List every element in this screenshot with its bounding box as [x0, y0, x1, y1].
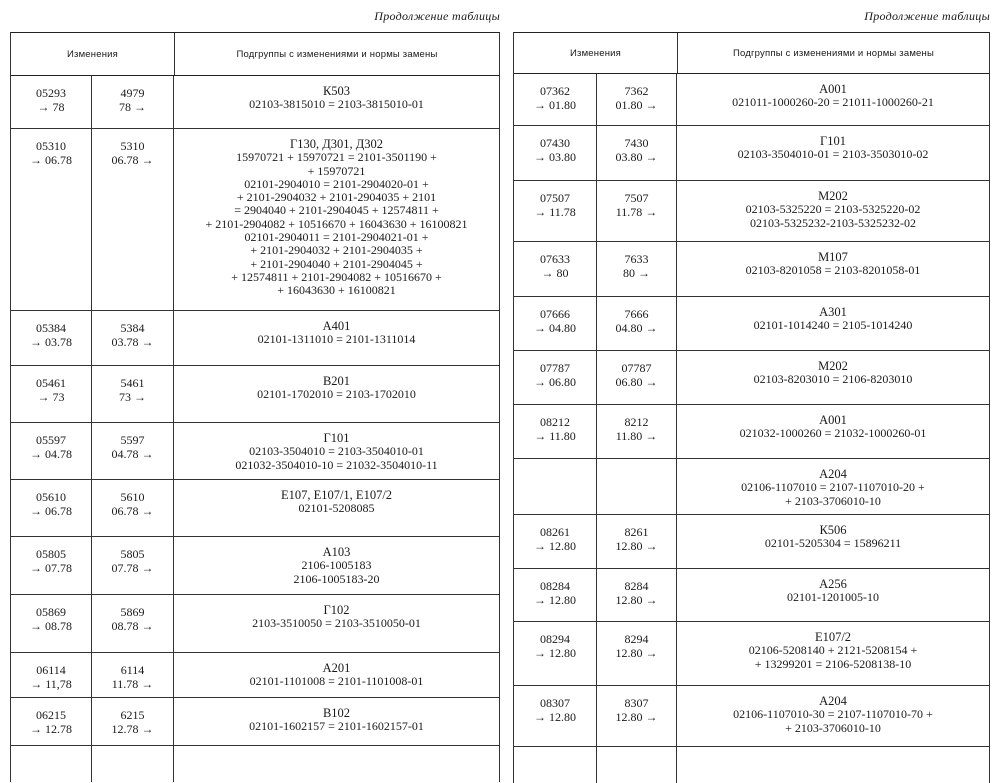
table-row: [11, 480, 499, 537]
subgroup-code: В102: [322, 706, 351, 720]
change-line: 4979: [120, 86, 145, 100]
change-line: 04.78 →: [111, 447, 154, 461]
subgroup-cell: [677, 622, 989, 685]
table-row: [11, 76, 499, 129]
subgroup-cell: [677, 686, 989, 746]
subgroup-code: К506: [819, 523, 847, 537]
production-number: [92, 76, 174, 128]
change-line: → 11.78: [534, 205, 576, 219]
change-line: 05597: [36, 433, 66, 447]
change-line: 06.80 →: [615, 375, 658, 389]
change-notice-number: [514, 686, 597, 746]
change-line: 07.78 →: [111, 561, 154, 575]
replacement-norm-line: 02101-2904011 = 2101-2904021-01 +: [244, 230, 429, 245]
replacement-norm-line: = 2904040 + 2101-2904045 + 12574811 +: [234, 203, 439, 218]
subgroup-cell: [677, 126, 989, 180]
change-line: 7666: [624, 307, 649, 321]
table-row: [11, 129, 499, 311]
production-number: [597, 351, 677, 404]
change-line: 07666: [540, 307, 570, 321]
change-line: 11.78 →: [111, 677, 154, 691]
production-number: [92, 698, 174, 745]
subgroup-code: Е107/2: [814, 630, 852, 644]
replacement-norm-line: 02101-1602157 = 2101-1602157-01: [249, 719, 424, 734]
replacement-norm-line: 2106-1005183-20: [293, 571, 380, 586]
change-line: → 12.80: [534, 539, 576, 553]
replacement-norm-line: 02103-5325232-2103-5325232-02: [750, 215, 916, 230]
change-line: 7633: [624, 252, 649, 266]
change-notice-number: [514, 351, 597, 404]
change-line: 03.78 →: [111, 335, 154, 349]
change-line: → 04.80: [534, 321, 576, 335]
table-row: [11, 423, 499, 480]
change-line: 08284: [540, 579, 570, 593]
empty-cell: [11, 746, 92, 782]
table-row: [514, 405, 989, 459]
table-row: [514, 622, 989, 686]
subgroup-cell: [174, 423, 499, 479]
replacement-norm-line: 02106-5208140 + 2121-5208154 +: [748, 643, 918, 658]
continuation-label: Продолжение таблицы: [374, 9, 500, 23]
subgroup-cell: [174, 537, 499, 594]
subgroup-cell: [174, 698, 499, 745]
subgroup-code: К503: [322, 84, 351, 98]
subgroup-code: А103: [322, 545, 351, 559]
replacement-norm-line: 02101-5205304 = 15896211: [764, 536, 902, 551]
change-line: 6215: [120, 708, 145, 722]
table-header: [11, 33, 499, 76]
production-number: [597, 297, 677, 350]
empty-cell: [514, 747, 597, 783]
production-number: [92, 311, 174, 365]
change-line: 5869: [120, 605, 145, 619]
subgroup-cell: [174, 129, 499, 310]
change-line: 06.78 →: [111, 153, 154, 167]
change-line: 05293: [36, 86, 66, 100]
change-line: 03.80 →: [615, 150, 658, 164]
replacement-norm-line: 02106-1107010 = 2107-1107010-20 +: [741, 480, 925, 495]
replacement-norm-line: 02103-8203010 = 2106-8203010: [753, 372, 913, 387]
production-number: [597, 686, 677, 746]
change-line: 01.80 →: [615, 98, 658, 112]
change-line: 05805: [36, 547, 66, 561]
table-row: [11, 311, 499, 366]
change-line: → 06.80: [534, 375, 576, 389]
change-line: 5384: [120, 321, 145, 335]
change-line: 7430: [624, 136, 649, 150]
empty-cell: [677, 747, 989, 783]
change-notice-number: [514, 181, 597, 241]
table-row: [11, 653, 499, 698]
table-row: [11, 366, 499, 423]
table-header: [514, 33, 989, 74]
change-line: 12.80 →: [615, 710, 658, 724]
table-row: [11, 698, 499, 746]
changes-table-right: [513, 32, 990, 783]
subgroup-code: Г101: [820, 134, 846, 148]
subgroup-cell: [677, 242, 989, 296]
replacement-norm-line: 021032-1000260 = 21032-1000260-01: [739, 426, 927, 441]
change-line: 7362: [624, 84, 649, 98]
production-number: [92, 595, 174, 652]
change-notice-number: [11, 129, 92, 310]
replacement-norm-line: 02101-1014240 = 2105-1014240: [753, 318, 913, 333]
change-line: → 78: [37, 100, 65, 114]
subgroup-code: А256: [819, 577, 847, 591]
subgroup-code: В201: [322, 374, 351, 388]
change-line: → 11.80: [534, 429, 576, 443]
change-line: 07787: [621, 361, 652, 375]
replacement-norm-line: 021032-3504010-10 = 21032-3504010-11: [235, 457, 438, 472]
production-number: [597, 405, 677, 458]
replacement-norm-line: + 2101-2904032 + 2101-2904035 +: [250, 243, 423, 258]
change-line: 05461: [36, 376, 66, 390]
subgroup-code: Г101: [323, 431, 350, 445]
change-line: 8212: [624, 415, 649, 429]
replacement-norm-line: + 2101-2904082 + 10516670 + 16043630 + 16100821: [205, 216, 468, 231]
change-line: 06114: [36, 663, 66, 677]
change-line: 8284: [624, 579, 649, 593]
table-row: [514, 459, 989, 515]
table-row: [514, 351, 989, 405]
replacement-norm-line: 02103-8201058 = 2103-8201058-01: [745, 263, 921, 278]
table-row: [514, 686, 989, 747]
change-notice-number: [514, 515, 597, 568]
change-line: 05869: [36, 605, 66, 619]
change-line: 06215: [36, 708, 66, 722]
replacement-norm-line: 02103-3504010 = 2103-3504010-01: [249, 444, 424, 459]
subgroup-cell: [677, 351, 989, 404]
change-line: 04.80 →: [615, 321, 658, 335]
production-number: [597, 181, 677, 241]
replacement-norm-line: 02101-2904010 = 2101-2904020-01 +: [244, 176, 429, 191]
replacement-norm-line: + 12574811 + 2101-2904082 + 10516670 +: [231, 269, 442, 284]
subgroup-cell: [174, 311, 499, 365]
change-notice-number: [514, 622, 597, 685]
change-line: → 06.78: [30, 153, 72, 167]
replacement-norm-line: 2106-1005183: [301, 558, 372, 573]
change-notice-number: [11, 311, 92, 365]
change-line: 12.80 →: [615, 646, 658, 660]
subgroup-cell: [677, 297, 989, 350]
subgroup-cell: [174, 480, 499, 536]
change-line: → 80: [541, 266, 569, 280]
header-changes: Изменения: [11, 33, 175, 75]
change-notice-number: [11, 76, 92, 128]
change-line: 08.78 →: [111, 619, 154, 633]
replacement-norm-line: 02101-1101008 = 2101-1101008-01: [249, 674, 424, 689]
change-line: → 12.80: [534, 710, 576, 724]
subgroup-code: А401: [322, 319, 351, 333]
change-line: → 12.78: [30, 722, 72, 736]
change-line: 6114: [120, 663, 145, 677]
change-notice-number: [514, 459, 597, 514]
subgroup-cell: [677, 459, 989, 514]
change-notice-number: [514, 405, 597, 458]
change-notice-number: [11, 653, 92, 697]
replacement-norm-line: + 2101-2904032 + 2101-2904035 + 2101: [236, 190, 437, 205]
header-changes: Изменения: [514, 33, 678, 73]
change-line: 07633: [540, 252, 570, 266]
table-row: [514, 242, 989, 297]
empty-cell: [597, 747, 677, 783]
change-notice-number: [514, 74, 597, 125]
change-notice-number: [514, 242, 597, 296]
change-line: → 07.78: [30, 561, 72, 575]
change-line: → 01.80: [534, 98, 576, 112]
changes-table-left: [10, 32, 500, 782]
production-number: [92, 366, 174, 422]
replacement-norm-line: + 15970721: [307, 163, 366, 178]
subgroup-cell: [174, 76, 499, 128]
subgroup-code: Е107, Е107/1, Е107/2: [280, 488, 393, 502]
change-line: 08307: [540, 696, 570, 710]
table-row: [11, 595, 499, 653]
change-notice-number: [11, 366, 92, 422]
change-line: → 73: [37, 390, 65, 404]
change-line: 08294: [540, 632, 570, 646]
change-notice-number: [11, 480, 92, 536]
change-notice-number: [11, 423, 92, 479]
production-number: [597, 569, 677, 621]
table-row: [514, 126, 989, 181]
replacement-norm-line: + 2103-3706010-10: [785, 493, 881, 508]
subgroup-code: А201: [322, 661, 351, 675]
subgroup-cell: [174, 366, 499, 422]
change-line: 5310: [120, 139, 145, 153]
change-line: 78 →: [119, 100, 146, 114]
table-continuation: [11, 746, 499, 782]
change-notice-number: [11, 698, 92, 745]
replacement-norm-line: + 2103-3706010-10: [785, 720, 881, 735]
replacement-norm-line: 02103-5325220 = 2103-5325220-02: [745, 202, 921, 217]
replacement-norm-line: + 13299201 = 2106-5208138-10: [754, 656, 912, 671]
change-line: 8307: [624, 696, 649, 710]
change-line: 07787: [540, 361, 570, 375]
table-row: [514, 297, 989, 351]
subgroup-code: А204: [819, 694, 847, 708]
replacement-norm-line: 02101-1702010 = 2103-1702010: [257, 387, 416, 402]
production-number: [92, 653, 174, 697]
change-line: 12.80 →: [615, 593, 658, 607]
production-number: [92, 537, 174, 594]
production-number: [597, 622, 677, 685]
subgroup-code: А001: [819, 413, 847, 427]
change-line: → 03.78: [30, 335, 72, 349]
change-line: 8294: [624, 632, 649, 646]
empty-cell: [92, 746, 174, 782]
production-number: [597, 242, 677, 296]
subgroup-code: М107: [818, 250, 848, 264]
subgroup-cell: [677, 74, 989, 125]
continuation-label: Продолжение таблицы: [864, 9, 990, 23]
subgroup-code: Г130, Д301, Д302: [289, 137, 384, 151]
subgroup-code: А001: [819, 82, 847, 96]
change-line: 12.80 →: [615, 539, 658, 553]
change-notice-number: [11, 595, 92, 652]
subgroup-code: М202: [818, 359, 848, 373]
replacement-norm-line: 02101-1311010 = 2101-1311014: [257, 332, 416, 347]
production-number: [92, 129, 174, 310]
replacement-norm-line: 02103-3504010-01 = 2103-3503010-02: [737, 147, 929, 162]
change-line: 06.78 →: [111, 504, 154, 518]
replacement-norm-line: 02103-3815010 = 2103-3815010-01: [249, 97, 424, 112]
change-line: → 06.78: [30, 504, 72, 518]
subgroup-code: А301: [819, 305, 847, 319]
subgroup-cell: [174, 653, 499, 697]
change-line: 5610: [120, 490, 145, 504]
change-line: 07362: [540, 84, 570, 98]
replacement-norm-line: + 2101-2904040 + 2101-2904045 +: [250, 256, 423, 271]
change-notice-number: [514, 297, 597, 350]
change-line: → 12.80: [534, 646, 576, 660]
change-line: 80 →: [623, 266, 650, 280]
subgroup-code: А204: [819, 467, 847, 481]
change-line: 11.78 →: [615, 205, 658, 219]
replacement-norm-line: 02106-1107010-30 = 2107-1107010-70 +: [733, 707, 933, 722]
change-line: 7507: [624, 191, 649, 205]
change-line: → 08.78: [30, 619, 72, 633]
table-row: [11, 537, 499, 595]
change-notice-number: [514, 569, 597, 621]
subgroup-cell: [677, 515, 989, 568]
subgroup-cell: [174, 595, 499, 652]
change-line: → 04.78: [30, 447, 72, 461]
subgroup-cell: [677, 569, 989, 621]
replacement-norm-line: + 16043630 + 16100821: [277, 283, 396, 298]
change-line: → 11,78: [30, 677, 72, 691]
change-line: 5597: [120, 433, 145, 447]
subgroup-code: М202: [818, 189, 848, 203]
change-line: 11.80 →: [615, 429, 658, 443]
table-row: [514, 74, 989, 126]
production-number: [597, 74, 677, 125]
production-number: [597, 515, 677, 568]
subgroup-code: Г102: [323, 603, 350, 617]
table-row: [514, 569, 989, 622]
change-notice-number: [11, 537, 92, 594]
subgroup-cell: [677, 181, 989, 241]
table-continuation: [514, 747, 989, 783]
change-line: 07507: [540, 191, 570, 205]
change-line: 08212: [540, 415, 570, 429]
table-row: [514, 515, 989, 569]
replacement-norm-line: 02101-1201005-10: [787, 590, 879, 605]
change-line: 07430: [540, 136, 570, 150]
change-line: 05310: [36, 139, 66, 153]
replacement-norm-line: 02101-5208085: [298, 501, 375, 516]
change-line: 5805: [120, 547, 145, 561]
production-number: [597, 126, 677, 180]
replacement-norm-line: 2103-3510050 = 2103-3510050-01: [252, 616, 421, 631]
change-line: 73 →: [119, 390, 146, 404]
change-line: 05610: [36, 490, 66, 504]
header-subgroups: Подгруппы с изменениями и нормы замены: [236, 48, 438, 60]
change-notice-number: [514, 126, 597, 180]
subgroup-cell: [677, 405, 989, 458]
replacement-norm-line: 021011-1000260-20 = 21011-1000260-21: [732, 95, 934, 110]
change-line: 05384: [36, 321, 66, 335]
table-row: [514, 181, 989, 242]
empty-cell: [174, 746, 499, 782]
production-number: [597, 459, 677, 514]
replacement-norm-line: 15970721 + 15970721 = 2101-3501190 +: [236, 150, 437, 165]
header-subgroups: Подгруппы с изменениями и нормы замены: [732, 47, 935, 59]
change-line: → 03.80: [534, 150, 576, 164]
change-line: 12.78 →: [111, 722, 154, 736]
production-number: [92, 423, 174, 479]
change-line: → 12.80: [534, 593, 576, 607]
production-number: [92, 480, 174, 536]
change-line: 08261: [540, 525, 570, 539]
change-line: 5461: [120, 376, 145, 390]
change-line: 8261: [624, 525, 649, 539]
